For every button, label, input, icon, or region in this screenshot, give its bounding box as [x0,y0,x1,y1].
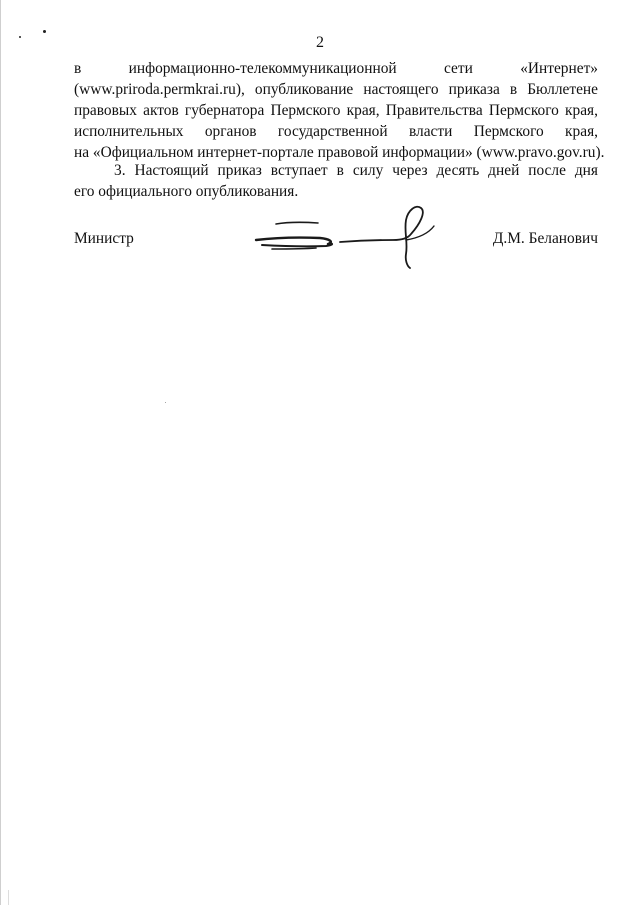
text-line: исполнительных органов государственной власти Пермского края, [74,123,598,140]
signatory-title: Министр [74,230,134,247]
text-line: 3. Настоящий приказ вступает в силу через десять дней после дня [114,162,598,179]
text-line: его официального опубликования. [74,183,299,200]
paragraph-effective-date [74,160,598,202]
handwritten-signature [248,204,443,270]
text-line: на «Официальном интернет-портале правовой информации» (www.pravo.gov.ru). [74,144,605,161]
scan-speck [165,402,166,403]
scan-edge-mark [8,890,9,905]
text-line: правовых актов губернатора Пермского края, Правительства Пермского края, [74,102,598,119]
signatory-name: Д.М. Беланович [492,230,598,247]
signature-row [0,226,640,266]
text-line: (www.priroda.permkrai.ru), опубликование настоящего приказа в Бюллетене [74,81,598,98]
scan-edge-left [0,0,1,905]
paragraph-publication [74,58,605,163]
page-number: 2 [316,34,324,51]
text-line: в информационно-телекоммуникационной сети «Интернет» [74,60,598,77]
